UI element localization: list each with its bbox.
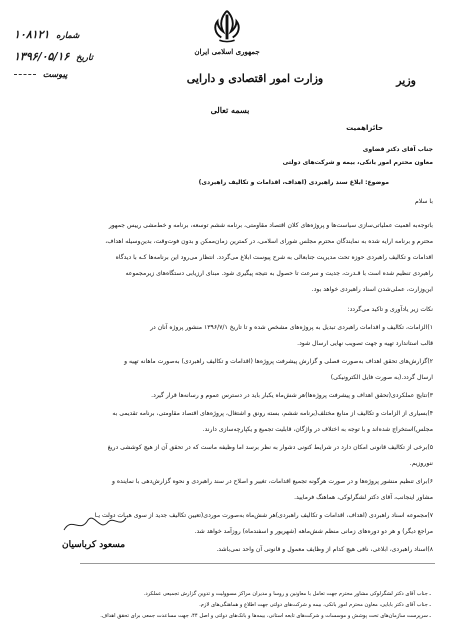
list-item: مجلس)استخراج شده‌اند و با توجه به اختلاف در واژگان، قابلیت تجمیع و یکپارچه‌سازی دارند.: [202, 426, 433, 433]
list-item: ۲)گزارش‌های تحقق اهداف به‌صورت فصلی و گزارش پیشرفت پروژه‌ها (اقدامات و تکالیف راهبردی) به‌صورت ماهانه تهیه و: [124, 358, 433, 365]
salutation: با سلام: [414, 198, 433, 205]
letter-attachment: [14, 70, 68, 80]
list-item: ۳)نتایج عملکردی(تحقق اهداف و پیشرفت پروژه‌ها)هر شش‌ماه یکبار باید در دسترس عموم و رسانه‌ها قرار گیرد.: [151, 392, 433, 399]
cc-divider: [80, 563, 435, 564]
cc-line: ـ جناب آقای دکتر لشگرلوکی مشاور محترم جهت تعامل با معاونین و روسا و مدیران مراکز مسوولیت و تدوین گزارش تجمیعی عملکرد.: [143, 591, 431, 597]
minister-title: وزیر: [396, 74, 416, 87]
list-item: ۱)الزامات، تکالیف و اقدامات راهبردی تبدیل به پروژه‌های مشخص شده و تا تاریخ ۱۳۹۶/۷/۱ منشور پروژه آنان در: [150, 324, 433, 331]
number-label: شماره: [56, 31, 80, 41]
list-item: ۸)اسناد راهبردی، ابلاغی، نافی هیچ کدام از وظایف معمول و قانونی آن واحد نمی‌باشد.: [216, 546, 433, 553]
signatory-name: مسعود کرباسیان: [62, 540, 126, 550]
body-line: اقدامات و تکالیف راهبردی حوزه تحت مدیریت جنابعالی به شرح پیوست ابلاغ می‌گردد. انتظار می‌رود این برنامه‌ها کـه با دیدگاه: [115, 254, 433, 261]
basmala: بسمه تعالی: [210, 105, 250, 115]
number-value: ۱۰۸۱۲۱: [14, 28, 50, 41]
republic-name: جمهوری اسلامی ایران: [194, 47, 260, 56]
body-line: نکات زیر یادآوری و تاکید می‌گردد:: [347, 306, 433, 313]
letter-date: [14, 50, 93, 63]
list-item: ۷)مجموعه اسناد راهبردی (اهداف، اقدامات و تکالیف راهبردی)هر شش‌ماه به‌صورت موردی(تعیین تکالیف جدید از سوی هیـات دولت یـا: [94, 512, 433, 519]
list-item: قالب استاندارد تهیه و جهت تصویب نهایی ارسال شود.: [297, 340, 433, 347]
attachment-blank: [14, 74, 36, 75]
list-item: ننوروزیم.: [409, 460, 433, 467]
cc-line: ـ سرپرست سازمان‌های تحت پوشش و موسسات و شرکت‌های تابعه استانی، بیمه‌ها و بانک‌های دولتی و اصل ۴۴، جهت مساعدت جمعی برای تحقق اهداف.: [100, 613, 431, 619]
cc-line: ـ جناب آقای دکتر بابایی، معاون محترم امور بانکی، بیمه و شرکت‌های دولتی جهت اطلاع و هماهنگی‌های لازم.: [199, 602, 431, 608]
classification-label: حائزاهمیت: [346, 124, 383, 132]
subject-line: موضوع: ابلاغ سند راهبردی (اهداف، اقدامات و تکالیف راهبردی): [198, 179, 389, 186]
list-item: ارسال گردد.(به صورت فایل الکترونیکی): [330, 374, 433, 381]
list-item: مراجع دیگر) و هر دو دوره‌های زمانی منظم شش‌ماهه (شهریور و اسفندماه) روزآمد خواهد شد.: [194, 528, 433, 535]
iran-emblem-icon: [208, 6, 246, 46]
addressee-line-1: جناب آقای دکتر قضاوی: [362, 146, 433, 153]
list-item: ۵)برخی از تکالیف قانونی امکان دارد در شرایط کنونی دشوار به نظر برسد اما وظیفه ماست که در تحقق آن از هیچ کوششی دریغ: [107, 444, 433, 451]
addressee-line-2: معاون محترم امور بانکی، بیمه و شرکت‌های دولتی: [282, 159, 433, 166]
body-line: محترم و برنامه ارایه شده به نمایندگان محترم مجلس شورای اسلامی، در کمترین زمان‌ممکن و بدون فوت‌وقت، بدین‌وسیله اهداف،: [105, 238, 433, 245]
date-value: ۱۳۹۶/۰۵/۱۶: [14, 50, 70, 63]
signature-scribble-icon: [60, 510, 130, 538]
list-item: ۴)بسیاری از الزامات و تکالیف از منابع مختلف(برنامه ششم، بسته رونق و اشتغال، پروژه‌های اقتصاد مقاومتی، برنامه تقدیمی به: [112, 410, 433, 417]
ministry-name: وزارت امور اقتصادی و دارایی: [186, 72, 324, 85]
list-item: مشاور اینجانب، آقای دکتر لشگرلوکی، هماهنگ فرمایید.: [294, 494, 433, 501]
body-line: این‌وزارت، عملی‌شدن اسناد راهبردی خواهد بود.: [311, 286, 433, 293]
body-line: راهبردی تنظیم شده است با قـدرت، جدیت و سرعت تا حصول به نتیجه پیگیری شود. مبنای ارزیابی دستگاه‌های زیرمجموعه: [125, 270, 433, 277]
attachment-label: پیوست: [42, 70, 68, 80]
body-line: باتوجه‌به اهمیت عملیاتی‌سازی سیاست‌ها و پروژه‌های کلان اقتصاد مقاومتی، برنامه ششم توسعه، برنامه و خط‌مشی رییس جمهور: [108, 222, 433, 229]
date-label: تاریخ: [76, 53, 93, 63]
letter-number: [14, 28, 79, 41]
list-item: ۶)برای تنظیم منشور پروژه‌ها و در صورت هرگونه تجمیع اقدامات، تغییر و اصلاح در سند راهبردی و نحوه گزارش‌دهی با نماینده و: [111, 478, 433, 485]
